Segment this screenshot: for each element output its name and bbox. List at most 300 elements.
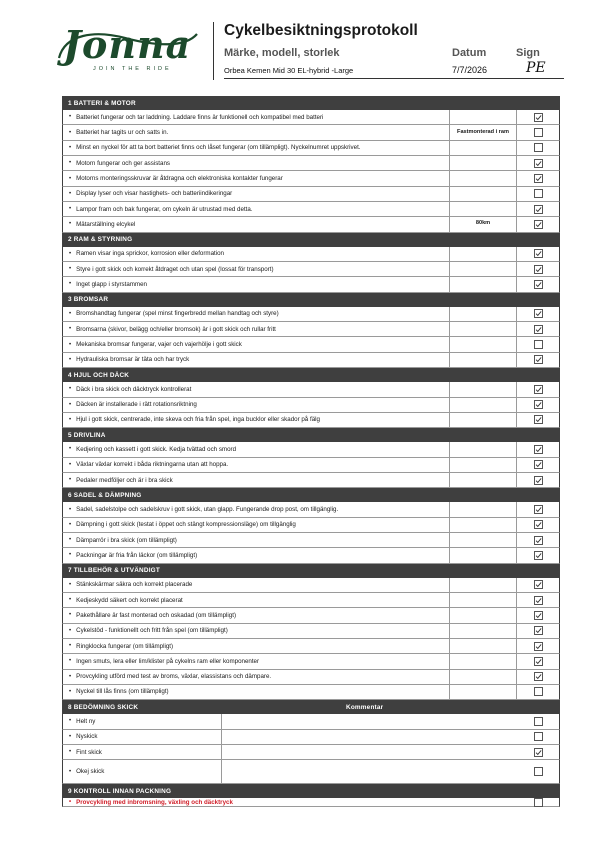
section-title: 3 BROMSAR — [68, 296, 109, 304]
checklist-row — [62, 382, 560, 397]
item-label: Motorns monteringsskruvar är åtdragna och elektroniska kontakter fungerar — [76, 175, 283, 183]
check-icon — [535, 581, 542, 588]
item-text — [69, 322, 445, 336]
item-text — [69, 714, 219, 728]
check-icon — [535, 521, 542, 528]
bullet-icon: • — [69, 281, 72, 288]
item-text — [69, 730, 219, 744]
section-header — [62, 428, 560, 442]
checkbox[interactable] — [534, 767, 543, 776]
checkbox-cell — [515, 548, 561, 562]
checkbox[interactable] — [534, 143, 543, 152]
item-text — [69, 398, 445, 412]
comment-cell[interactable] — [221, 730, 514, 744]
checkbox[interactable] — [534, 687, 543, 696]
checkbox[interactable] — [534, 460, 543, 469]
brand-logo — [55, 22, 200, 78]
check-icon — [535, 356, 542, 363]
checkbox[interactable] — [534, 249, 543, 258]
logo-wordmark: Jonna — [63, 22, 192, 67]
item-text — [69, 458, 445, 472]
bullet-icon: • — [69, 673, 72, 680]
check-icon — [535, 446, 542, 453]
item-text — [69, 217, 445, 231]
bullet-icon: • — [69, 733, 72, 740]
checkbox-cell — [515, 760, 561, 783]
bullet-icon: • — [69, 627, 72, 634]
checkbox[interactable] — [534, 159, 543, 168]
checkbox-cell — [515, 217, 561, 231]
checkbox[interactable] — [534, 717, 543, 726]
bullet-icon: • — [69, 537, 72, 544]
checklist-row — [62, 714, 560, 729]
checklist-row — [62, 624, 560, 639]
section-header — [62, 488, 560, 502]
check-icon — [535, 477, 542, 484]
bullet-icon: • — [69, 718, 72, 725]
item-label: Okej skick — [76, 768, 105, 776]
checkbox[interactable] — [534, 551, 543, 560]
check-icon — [535, 266, 542, 273]
item-label: Styre i gott skick och korrekt åtdraget och utan spel (lossat för transport) — [76, 265, 274, 273]
section-title: 9 KONTROLL INNAN PACKNING — [68, 787, 172, 795]
bullet-icon: • — [69, 129, 72, 136]
section-header — [62, 368, 560, 382]
item-text — [69, 247, 445, 261]
section-header — [62, 700, 560, 714]
checklist-row — [62, 307, 560, 322]
bullet-icon: • — [69, 221, 72, 228]
item-note[interactable] — [449, 171, 517, 185]
item-note[interactable] — [449, 247, 517, 261]
section-title: 5 DRIVLINA — [68, 431, 106, 439]
checkbox-cell — [515, 473, 561, 487]
item-label: Däck i bra skick och däcktryck kontrollerat — [76, 385, 192, 393]
checkbox-cell — [515, 593, 561, 607]
check-icon — [535, 221, 542, 228]
section-header — [62, 784, 560, 798]
checkbox-cell — [515, 413, 561, 427]
checkbox-cell — [515, 156, 561, 170]
section-header — [62, 564, 560, 578]
checklist-row — [62, 398, 560, 413]
model-label: Märke, modell, storlek — [224, 47, 340, 59]
checkbox-cell — [515, 141, 561, 155]
check-icon — [535, 461, 542, 468]
item-note[interactable] — [449, 156, 517, 170]
checklist-row — [62, 533, 560, 548]
logo-tagline: JOIN THE RIDE — [93, 66, 172, 72]
section-header — [62, 96, 560, 110]
date-value[interactable]: 7/7/2026 — [452, 65, 488, 75]
checkbox[interactable] — [534, 748, 543, 757]
checkbox-cell — [515, 247, 561, 261]
page-title: Cykelbesiktningsprotokoll — [224, 22, 418, 39]
checkbox[interactable] — [534, 657, 543, 666]
check-icon — [535, 506, 542, 513]
checklist-row — [62, 217, 560, 232]
bullet-icon: • — [69, 446, 72, 453]
checkbox-cell — [515, 798, 561, 806]
checklist-row — [62, 608, 560, 623]
item-note[interactable] — [449, 458, 517, 472]
checklist-row — [62, 502, 560, 517]
item-text — [69, 593, 445, 607]
item-note[interactable] — [449, 670, 517, 684]
checkbox[interactable] — [534, 642, 543, 651]
bullet-icon: • — [69, 597, 72, 604]
checkbox-cell — [515, 624, 561, 638]
checklist-row — [62, 110, 560, 125]
checklist-row — [62, 654, 560, 669]
checkbox-cell — [515, 608, 561, 622]
check-icon — [535, 416, 542, 423]
check-icon — [535, 175, 542, 182]
checkbox-cell — [515, 639, 561, 653]
item-note[interactable] — [449, 533, 517, 547]
item-label: Pakethållare är fast monterad och oskadad (om tillämpligt) — [76, 611, 237, 619]
bullet-icon: • — [69, 206, 72, 213]
check-icon — [535, 206, 542, 213]
comment-cell[interactable] — [221, 760, 514, 783]
bullet-icon: • — [69, 266, 72, 273]
checkbox[interactable] — [534, 798, 543, 807]
item-label: Bromshandtag fungerar (spel minst fingerbredd mellan handtag och styre) — [76, 310, 279, 318]
item-text — [69, 353, 445, 367]
item-label: Pedaler medföljer och är i bra skick — [76, 476, 173, 484]
checkbox[interactable] — [534, 732, 543, 741]
section-title: 6 SADEL & DÄMPNING — [68, 491, 142, 499]
checkbox[interactable] — [534, 520, 543, 529]
check-icon — [535, 114, 542, 121]
item-note[interactable] — [449, 518, 517, 532]
check-icon — [535, 552, 542, 559]
checkbox[interactable] — [534, 128, 543, 137]
item-note[interactable] — [449, 624, 517, 638]
item-note[interactable] — [449, 442, 517, 456]
checkbox-cell — [515, 171, 561, 185]
checkbox-cell — [515, 654, 561, 668]
checkbox[interactable] — [534, 205, 543, 214]
item-label: Ringklocka fungerar (om tillämpligt) — [76, 642, 174, 650]
date-label: Datum — [452, 47, 487, 59]
checkbox-cell — [515, 353, 561, 367]
checkbox[interactable] — [534, 611, 543, 620]
item-text — [69, 110, 445, 124]
checkbox[interactable] — [534, 596, 543, 605]
checkbox-cell — [515, 518, 561, 532]
checklist-row — [62, 322, 560, 337]
comment-header: Kommentar — [346, 703, 384, 711]
bullet-icon: • — [69, 688, 72, 695]
checkbox[interactable] — [534, 476, 543, 485]
item-label: Kedjering och kassett i gott skick. Kedja tvättad och smord — [76, 445, 237, 453]
item-label: Dämpning i gott skick (testat i öppet och stängt kompressionsläge) om tillgänglig — [76, 521, 296, 529]
checklist-row — [62, 262, 560, 277]
header-divider — [213, 22, 214, 80]
item-label: Cykelstöd - funktionellt och fritt från spel (om tillämpligt) — [76, 627, 228, 635]
checklist-row — [62, 277, 560, 292]
checklist-row — [62, 413, 560, 428]
checkbox-cell — [515, 110, 561, 124]
item-label: Sadel, sadelstolpe och sadelskruv i gott skick, utan glapp. Fungerande drop post, om tillgänglig. — [76, 506, 339, 513]
bullet-icon: • — [69, 658, 72, 665]
header-underline — [224, 78, 564, 79]
bullet-icon: • — [69, 341, 72, 348]
bullet-icon: • — [69, 477, 72, 484]
checklist-row — [62, 187, 560, 202]
item-note[interactable] — [449, 202, 517, 216]
checkbox[interactable] — [534, 220, 543, 229]
item-note[interactable] — [449, 353, 517, 367]
checklist-row — [62, 578, 560, 593]
item-label: Nyskick — [76, 733, 98, 741]
checkbox-cell — [515, 398, 561, 412]
item-note[interactable] — [449, 639, 517, 653]
item-text — [69, 413, 445, 427]
item-text — [69, 760, 219, 783]
item-note[interactable] — [449, 110, 517, 124]
checklist-row — [62, 353, 560, 368]
section-header — [62, 233, 560, 247]
item-label: Lampor fram och bak fungerar, om cykeln är utrustad med detta. — [76, 205, 253, 213]
section-title: 4 HJUL OCH DÄCK — [68, 371, 130, 379]
item-label: Provcykling utförd med test av broms, växlar, elassistans och dämpare. — [76, 673, 272, 681]
checkbox[interactable] — [534, 626, 543, 635]
item-label: Fint skick — [76, 748, 102, 756]
checklist-row — [62, 337, 560, 352]
comment-cell[interactable] — [221, 745, 514, 759]
item-text — [69, 156, 445, 170]
item-note[interactable] — [449, 654, 517, 668]
item-label: Display lyser och visar hastighets- och batteriindikeringar — [76, 190, 233, 198]
item-note[interactable] — [449, 593, 517, 607]
check-icon — [535, 597, 542, 604]
item-label: Ingen smuts, lera eller lim/klister på cykelns ram eller komponenter — [76, 657, 260, 665]
item-note[interactable] — [449, 548, 517, 562]
item-label: Nyckel till lås finns (om tillämpligt) — [76, 688, 169, 696]
checklist-row — [62, 473, 560, 488]
checkbox-cell — [515, 125, 561, 139]
checkbox[interactable] — [534, 280, 543, 289]
section-title: 8 BEDÖMNING SKICK — [68, 703, 139, 711]
checkbox-cell — [515, 533, 561, 547]
checkbox[interactable] — [534, 536, 543, 545]
bullet-icon: • — [69, 401, 72, 408]
bullet-icon: • — [69, 356, 72, 363]
item-text — [69, 307, 445, 321]
item-note[interactable] — [449, 382, 517, 396]
item-note[interactable] — [449, 608, 517, 622]
check-icon — [535, 160, 542, 167]
item-text — [69, 202, 445, 216]
item-note[interactable] — [449, 337, 517, 351]
item-label: Inget glapp i styrstammen — [76, 280, 147, 288]
item-text — [69, 262, 445, 276]
check-icon — [535, 326, 542, 333]
check-icon — [535, 612, 542, 619]
checklist-row — [62, 730, 560, 745]
check-icon — [535, 250, 542, 257]
bullet-icon: • — [69, 326, 72, 333]
bullet-icon: • — [69, 310, 72, 317]
checkbox[interactable] — [534, 672, 543, 681]
checkbox[interactable] — [534, 400, 543, 409]
bullet-icon: • — [69, 768, 72, 775]
checkbox[interactable] — [534, 113, 543, 122]
checkbox-cell — [515, 262, 561, 276]
item-label: Stänkskärmar säkra och korrekt placerade — [76, 581, 193, 589]
checkbox-cell — [515, 187, 561, 201]
item-text — [69, 798, 445, 806]
checklist-row — [62, 202, 560, 217]
checkbox[interactable] — [534, 174, 543, 183]
checkbox[interactable] — [534, 505, 543, 514]
item-label: Helt ny — [76, 717, 96, 725]
item-text — [69, 608, 445, 622]
inspection-table — [62, 96, 560, 807]
checklist-row — [62, 760, 560, 784]
item-note[interactable]: Fastmonterad i ram — [449, 125, 517, 139]
check-icon — [535, 281, 542, 288]
checkbox[interactable] — [534, 340, 543, 349]
item-text — [69, 125, 445, 139]
item-note[interactable] — [449, 413, 517, 427]
item-text — [69, 624, 445, 638]
check-icon — [535, 658, 542, 665]
check-icon — [535, 643, 542, 650]
item-note[interactable] — [449, 141, 517, 155]
checkbox[interactable] — [534, 415, 543, 424]
bullet-icon: • — [69, 612, 72, 619]
item-note[interactable] — [449, 307, 517, 321]
item-note[interactable] — [449, 187, 517, 201]
checklist-row — [62, 125, 560, 140]
checklist-row — [62, 156, 560, 171]
item-note[interactable] — [449, 685, 517, 699]
item-label: Kedjeskydd säkert och korrekt placerat — [76, 596, 183, 604]
comment-cell[interactable] — [221, 714, 514, 728]
bullet-icon: • — [69, 114, 72, 121]
checkbox[interactable] — [534, 325, 543, 334]
item-note[interactable] — [449, 398, 517, 412]
bullet-icon: • — [69, 175, 72, 182]
item-text — [69, 337, 445, 351]
item-note[interactable] — [449, 262, 517, 276]
item-text — [69, 171, 445, 185]
item-text — [69, 533, 445, 547]
item-label: Batteriet har tagits ur och satts in. — [76, 129, 169, 137]
checklist-row — [62, 670, 560, 685]
checkbox[interactable] — [534, 189, 543, 198]
item-label: Provcykling med inbromsning, växling och däcktryck — [76, 798, 233, 806]
bullet-icon: • — [69, 506, 72, 513]
item-text — [69, 277, 445, 291]
checkbox-cell — [515, 322, 561, 336]
item-text — [69, 141, 445, 155]
item-label: Minst en nyckel för att ta bort batteriet finns och låset fungerar (om tillämpligt). Nyckelnumret uppskrivet. — [76, 144, 361, 152]
checkbox[interactable] — [534, 445, 543, 454]
item-note[interactable] — [449, 277, 517, 291]
section-header — [62, 293, 560, 307]
item-text — [69, 639, 445, 653]
item-label: Dämparrör i bra skick (om tillämpligt) — [76, 536, 177, 544]
section-title: 7 TILLBEHÖR & UTVÄNDIGT — [68, 567, 160, 575]
bullet-icon: • — [69, 581, 72, 588]
section-title: 1 BATTERI & MOTOR — [68, 99, 136, 107]
bullet-icon: • — [69, 160, 72, 167]
item-note[interactable]: 80km — [449, 217, 517, 231]
checklist-row — [62, 458, 560, 473]
checklist-row — [62, 171, 560, 186]
bullet-icon: • — [69, 552, 72, 559]
bullet-icon: • — [69, 799, 72, 806]
checkbox-cell — [515, 442, 561, 456]
checklist-row — [62, 247, 560, 262]
check-icon — [535, 673, 542, 680]
check-icon — [535, 386, 542, 393]
bullet-icon: • — [69, 521, 72, 528]
item-note[interactable] — [449, 322, 517, 336]
item-text — [69, 382, 445, 396]
bullet-icon: • — [69, 461, 72, 468]
item-text — [69, 442, 445, 456]
checkbox-cell — [515, 382, 561, 396]
checklist-row — [62, 593, 560, 608]
checkbox-cell — [515, 685, 561, 699]
item-note[interactable] — [449, 578, 517, 592]
checklist-row — [62, 548, 560, 563]
checkbox[interactable] — [534, 580, 543, 589]
item-text — [69, 518, 445, 532]
checkbox[interactable] — [534, 385, 543, 394]
checklist-row — [62, 798, 560, 807]
item-text — [69, 685, 445, 699]
checkbox-cell — [515, 337, 561, 351]
item-label: Bromsarna (skivor, belägg och/eller bromsok) är i gott skick och rullar fritt — [76, 325, 276, 333]
checkbox[interactable] — [534, 355, 543, 364]
item-text — [69, 473, 445, 487]
checkbox-cell — [515, 714, 561, 728]
bullet-icon: • — [69, 749, 72, 756]
checkbox-cell — [515, 277, 561, 291]
item-label: Mätarställning elcykel — [76, 220, 136, 228]
item-label: Ramen visar inga sprickor, korrosion eller deformation — [76, 250, 224, 258]
item-note[interactable] — [449, 502, 517, 516]
checkbox-cell — [515, 730, 561, 744]
checkbox[interactable] — [534, 309, 543, 318]
item-text — [69, 187, 445, 201]
item-label: Batteriet fungerar och tar laddning. Laddare finns är funktionell och kompatibel med batteri — [76, 113, 324, 121]
signature-value[interactable]: PE — [526, 60, 546, 76]
check-icon — [535, 310, 542, 317]
item-label: Däcken är installerade i rätt rotationsriktning — [76, 401, 197, 409]
header — [0, 0, 595, 92]
checklist-row — [62, 639, 560, 654]
checkbox-cell — [515, 745, 561, 759]
model-value[interactable]: Orbea Kemen Mid 30 EL-hybrid -Large — [224, 66, 354, 75]
check-icon — [535, 401, 542, 408]
checklist-row — [62, 685, 560, 700]
checklist-row — [62, 745, 560, 760]
bullet-icon: • — [69, 190, 72, 197]
item-text — [69, 670, 445, 684]
checkbox[interactable] — [534, 265, 543, 274]
item-note[interactable] — [449, 473, 517, 487]
checkbox-cell — [515, 502, 561, 516]
item-text — [69, 502, 445, 516]
item-label: Hjul i gott skick, centrerade, inte skeva och fria från spel, inga bucklor eller skador på fälg — [76, 416, 320, 424]
